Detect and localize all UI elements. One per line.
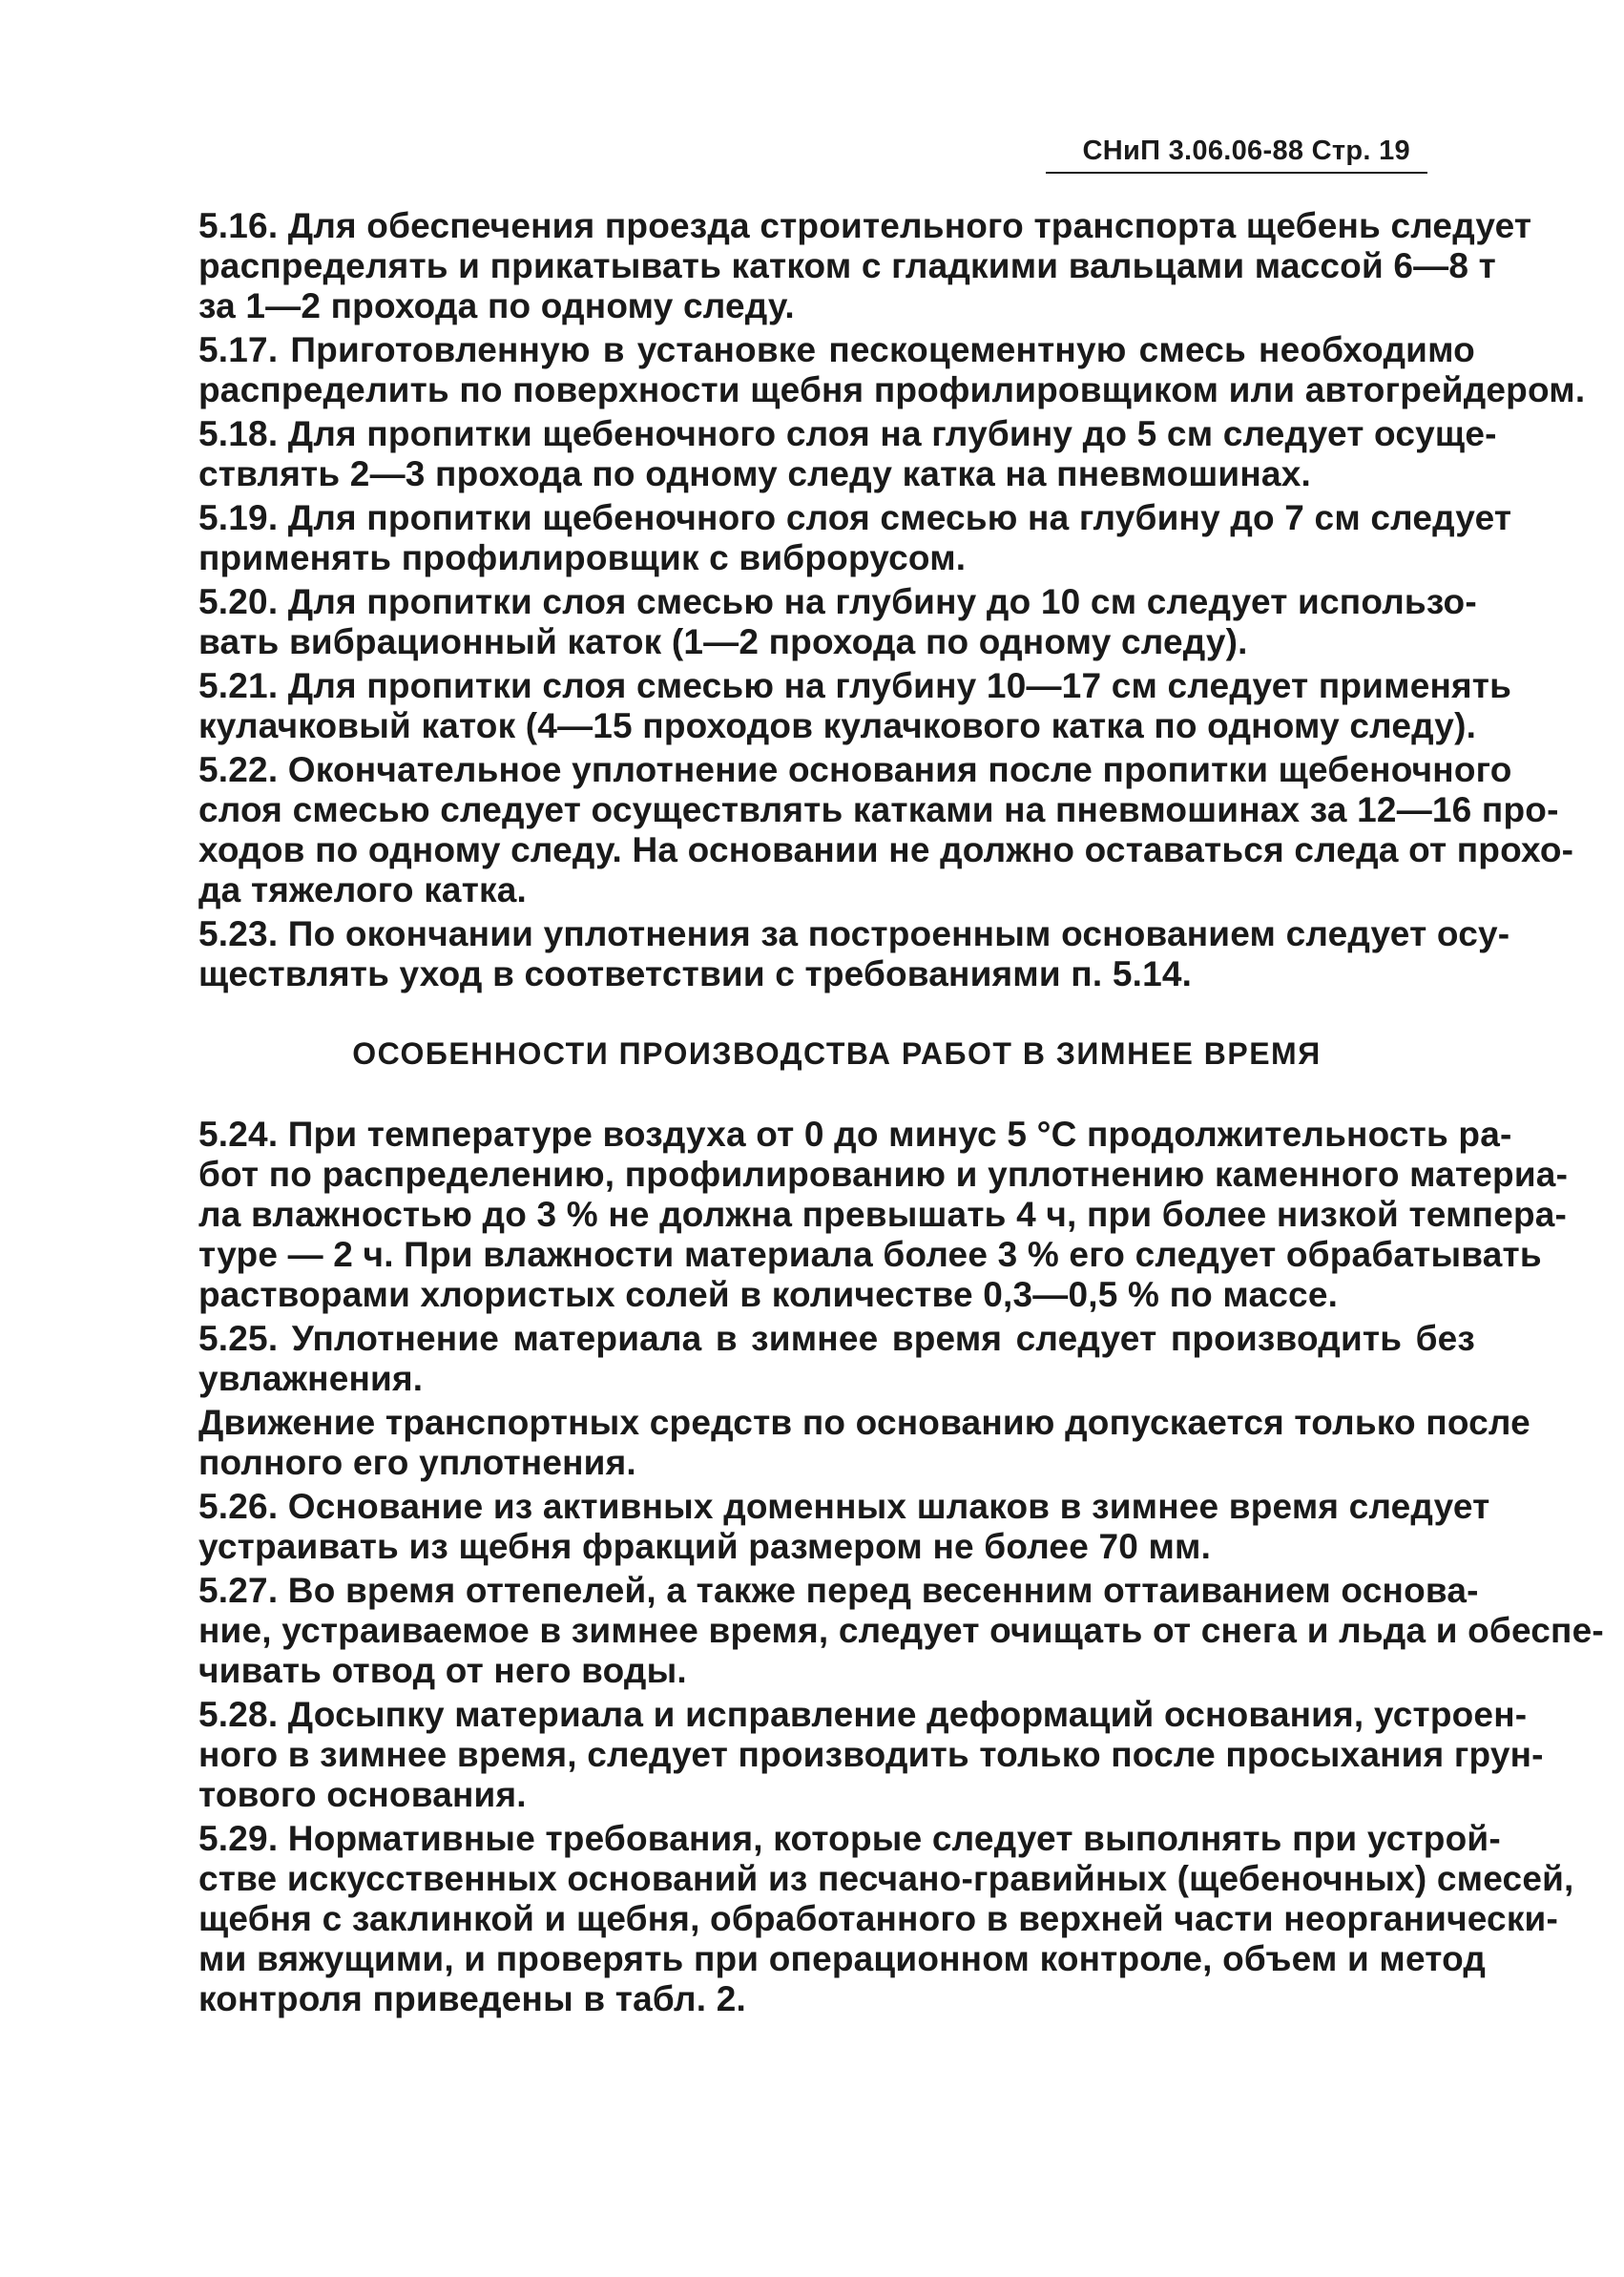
paragraph (198, 414, 1497, 494)
paragraph (198, 914, 1510, 994)
paragraph-line: бот по распределению, профилированию и уплотнению каменного материа- (198, 1155, 1569, 1194)
paragraph-line: стве искусственных оснований из песчано-гравийных (щебеночных) смесей, (198, 1859, 1574, 1898)
document-body (198, 206, 1604, 2023)
page-header (1046, 132, 1427, 174)
paragraph (198, 1571, 1604, 1691)
paragraph-line: тового основания. (198, 1775, 527, 1814)
paragraph-line: увлажнения. (198, 1359, 424, 1398)
paragraph (198, 1487, 1490, 1567)
paragraph-line: распределять и прикатывать катком с гладкими вальцами массой 6—8 т (198, 246, 1496, 285)
paragraph-line: распределить по поверхности щебня профилировщиком или автогрейдером. (198, 370, 1586, 409)
paragraph-line: кулачковый каток (4—15 проходов кулачкового катка по одному следу). (198, 706, 1477, 745)
paragraph (198, 666, 1512, 746)
paragraph-line: 5.26. Основание из активных доменных шлаков в зимнее время следует (198, 1487, 1490, 1526)
paragraph-line: Движение транспортных средств по основанию допускается только после (198, 1403, 1530, 1442)
paragraph (198, 330, 1586, 410)
paragraph (198, 750, 1574, 910)
paragraph-line: 5.23. По окончании уплотнения за построенным основанием следует осу- (198, 914, 1510, 953)
paragraph-line: 5.16. Для обеспечения проезда строительного транспорта щебень следует (198, 206, 1532, 245)
paragraph-line: ного в зимнее время, следует производить только после просыхания грун- (198, 1735, 1544, 1774)
paragraph (198, 1319, 1475, 1399)
paragraph-line: 5.29. Нормативные требования, которые следует выполнять при устрой- (198, 1819, 1501, 1858)
paragraph-line: за 1—2 прохода по одному следу. (198, 286, 795, 325)
paragraph-line: 5.18. Для пропитки щебеночного слоя на глубину до 5 см следует осуще- (198, 414, 1497, 453)
paragraph-line: растворами хлористых солей в количестве 0,3—0,5 % по массе. (198, 1275, 1339, 1314)
paragraph-line: 5.25. Уплотнение материала в зимнее время следует производить без (198, 1319, 1475, 1358)
paragraph-line: туре — 2 ч. При влажности материала более 3 % его следует обрабатывать (198, 1235, 1542, 1274)
paragraph-line: чивать отвод от него воды. (198, 1651, 687, 1690)
paragraph-line: да тяжелого катка. (198, 870, 527, 909)
paragraph-line: устраивать из щебня фракций размером не более 70 мм. (198, 1527, 1212, 1566)
paragraph-line: 5.24. При температуре воздуха от 0 до минус 5 °С продолжительность ра- (198, 1115, 1512, 1154)
paragraph-line: 5.17. Приготовленную в установке пескоцементную смесь необходимо (198, 330, 1475, 369)
paragraph-line: ствлять 2—3 прохода по одному следу катка на пневмошинах. (198, 454, 1311, 493)
paragraph-line: щебня с заклинкой и щебня, обработанного в верхней части неорганически- (198, 1899, 1559, 1938)
paragraph (198, 582, 1475, 662)
paragraph (198, 1695, 1544, 1815)
paragraph (198, 1819, 1574, 2019)
paragraph-line: 5.22. Окончательное уплотнение основания после пропитки щебеночного (198, 750, 1512, 789)
paragraphs-top (198, 206, 1586, 994)
paragraph (198, 1403, 1530, 1483)
paragraph-line: применять профилировщик с виброрусом. (198, 538, 967, 577)
paragraph (198, 498, 1512, 578)
paragraph-line: контроля приведены в табл. 2. (198, 1979, 746, 2018)
paragraph-line: ходов по одному следу. На основании не должно оставаться следа от прохо- (198, 830, 1574, 869)
paragraph-line: 5.19. Для пропитки щебеночного слоя смесью на глубину до 7 см следует (198, 498, 1512, 537)
paragraph-line: 5.27. Во время оттепелей, а также перед весенним оттаиванием основа- (198, 1571, 1479, 1610)
document-reference: СНиП 3.06.06-88 Стр. 19 (1082, 136, 1410, 166)
paragraph-line: 5.20. Для пропитки слоя смесью на глубину до 10 см следует использо- (198, 582, 1477, 621)
paragraph-line: ла влажностью до 3 % не должна превышать 4 ч, при более низкой темпера- (198, 1195, 1568, 1234)
paragraph-line: вать вибрационный каток (1—2 прохода по одному следу). (198, 622, 1248, 661)
paragraph-line: ми вяжущими, и проверять при операционном контроле, объем и метод (198, 1939, 1487, 1978)
paragraph (198, 1115, 1569, 1315)
paragraph-line: ществлять уход в соответствии с требованиями п. 5.14. (198, 954, 1193, 993)
paragraph-line: 5.28. Досыпку материала и исправление деформаций основания, устроен- (198, 1695, 1528, 1734)
paragraph-line: полного его уплотнения. (198, 1443, 636, 1482)
paragraphs-bottom (198, 1115, 1604, 2019)
paragraph (198, 206, 1532, 326)
paragraph-line: ние, устраиваемое в зимнее время, следует очищать от снега и льда и обеспе- (198, 1611, 1604, 1650)
section-heading: ОСОБЕННОСТИ ПРОИЗВОДСТВА РАБОТ В ЗИМНЕЕ ВРЕМЯ (352, 1036, 1322, 1071)
paragraph-line: 5.21. Для пропитки слоя смесью на глубину 10—17 см следует применять (198, 666, 1512, 705)
paragraph-line: слоя смесью следует осуществлять катками на пневмошинах за 12—16 про- (198, 790, 1559, 829)
